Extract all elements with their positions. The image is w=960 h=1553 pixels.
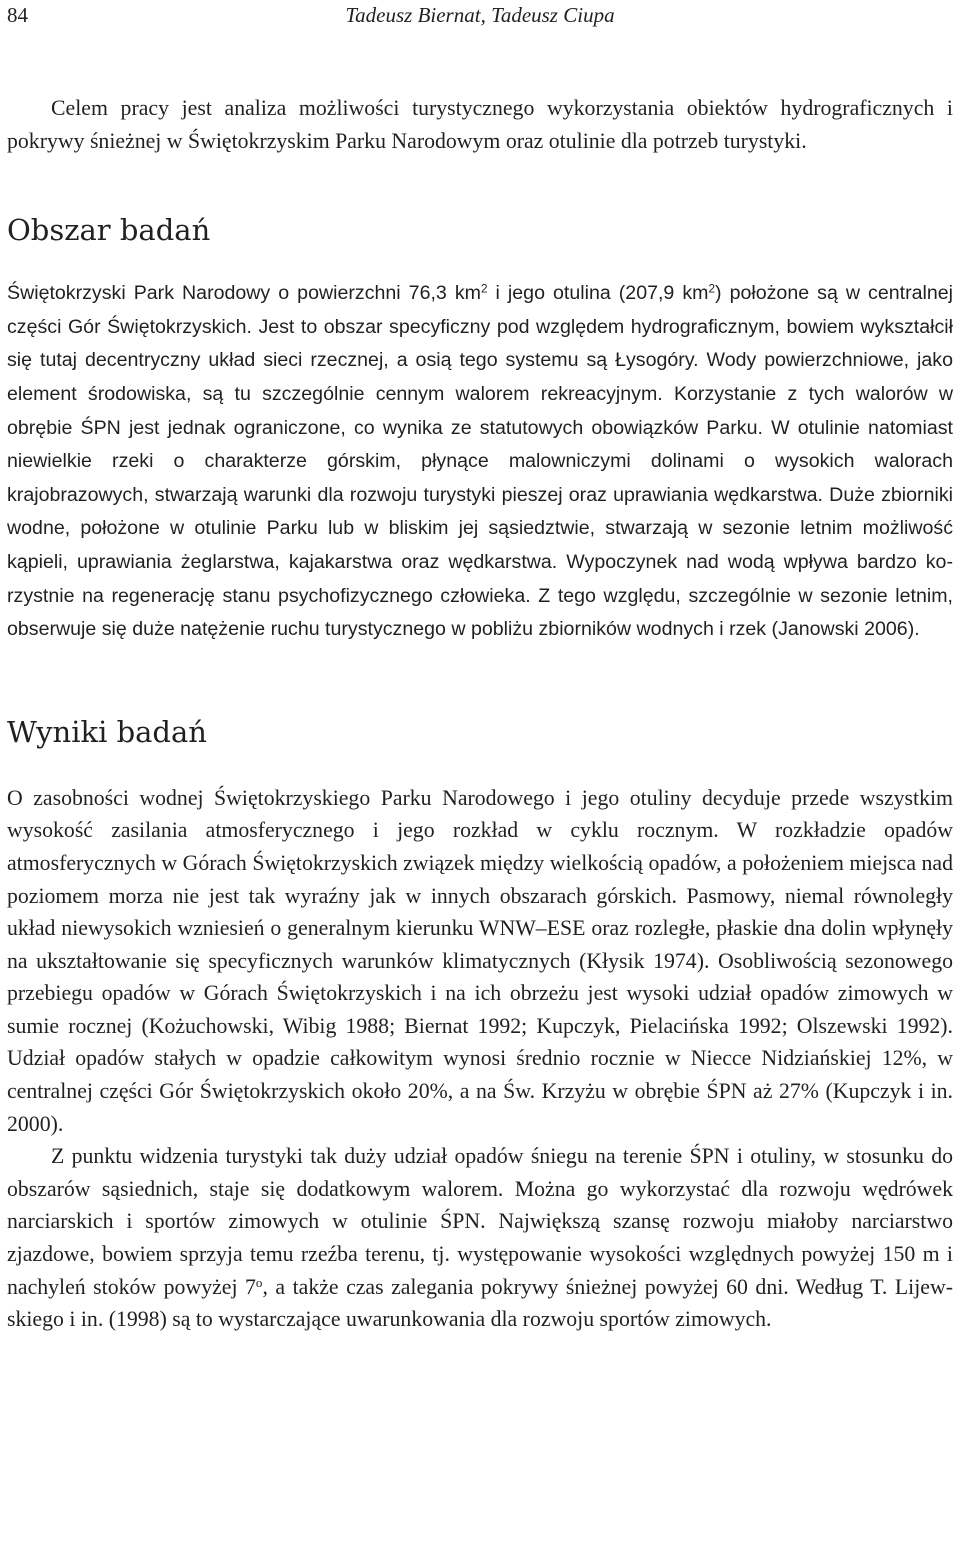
study-area-paragraph <box>7 276 953 646</box>
section-heading-study-area: Obszar badań <box>7 213 211 248</box>
section-heading-results: Wyniki badań <box>7 714 207 749</box>
running-header <box>7 0 953 30</box>
running-head-authors: Tadeusz Biernat, Tadeusz Ciupa <box>345 3 615 27</box>
results-paragraph-1: O zasobności wodnej Świętokrzyskiego Parku Narodowego i jego otuliny decyduje przede wszystkim wysokość zasilania atmosferycznego i jego rozkład w cyklu rocznym. W rozkładzie opadów atmosferycznych w Górach Świętokrzyskich związek między wielkością opadów, a położeniem miejsca nad poziomem morza nie jest tak wyraźny jak w innych obszarach górskich. Pasmowy, niemal równoległy układ niewysokich wzniesień o generalnym kierunku WNW–ESE oraz rozległe, płaskie dna dolin wpłynęły na ukształtowanie się specyficznych warunków klimatycznych (Kłysik 1974). Osobliwością sezonowego przebiegu opadów w Górach Świętokrzyskich i na ich obrzeżu jest wysoki udział opadów zimowych w sumie rocznej (Kożuchowski, Wibig 1988; Biernat 1992; Kupczyk, Pielacińska 1992; Olszewski 1992). Udział opadów stałych w opadzie całkowitym wynosi średnio rocznie w Niecce Nidziańskiej 12%, w centralnej części Gór Świętokrzyskich około 20%, a na Św. Krzyżu w obrębie ŚPN aż 27% (Kupczyk i in. 2000). <box>7 785 953 1136</box>
study-area-body: Jest to obszar specyficzny pod względem hydrograficznym, bowiem wykształcił się tutaj decentryczny układ sieci rzecznej, a osią tego systemu są Łysogóry. Wody powierzchniowe, jako element środowiska, są tu szczególnie cennym walorem rekreacyjnym. Korzystanie z tych walorów w obrębie ŚPN jest jednak ograniczone, co wynika ze statutowych obowiązków Parku. W otulinie natomiast niewielkie rzeki o charakterze górskim, płynące malowniczymi dolinami o wysokich walorach krajobrazowych, stwarzają warunki dla rozwoju turystyki pieszej oraz uprawiania wędkarstwa. Duże zbiorniki wodne, położone w otulinie Parku lub w bliskim jej sąsiedztwie, stwarzają w sezonie letnim możliwość kąpieli, uprawiania żeglarstwa, kajakarstwa oraz wędkarstwa. Wypoczynek nad wodą wpływa bardzo korzystnie na regenerację stanu psychofizycznego człowieka. Z tego względu, szczególnie w sezonie letnim, obserwuje się duże natężenie ruchu turystycznego w pobliżu zbiorników wodnych i rzek (Janowski 2006). <box>7 315 953 641</box>
study-area-text-a: Świętokrzyski Park Narodowy o powierzchni 76,3 km <box>7 282 481 305</box>
superscript-km2: 2 <box>480 282 488 296</box>
study-area-text-c: ) położone są w centralnej części Gór Świętokrzyskich. <box>7 282 954 338</box>
results-paragraph-2-text-a: Z punktu widzenia turystyki tak duży udział opadów śniegu na terenie ŚPN i otuliny, w stosunku do obszarów sąsiednich, staje się dodatkowym walorem. Można go wykorzystać dla rozwoju wędrówek narciarskich i sportów zimowych w otulinie ŚPN. Największą szansę rozwoju miałoby narciarstwo zjazdowe, bowiem sprzyja temu rzeźba terenu, tj. występowanie wysokości względnych powyżej 150 m i nachyleń stoków powyżej 7 <box>7 1144 953 1299</box>
superscript-km2: 2 <box>708 282 716 296</box>
page-number: 84 <box>7 3 28 27</box>
paper-page <box>7 0 953 1336</box>
results-paragraph-2-text-b: , a także czas zalegania pokrywy śnieżnej powyżej 60 dni. Według T. Lijewskiego i in. (1998) są to wystarczające uwarunkowania dla rozwoju sportów zimowych. <box>7 1274 953 1332</box>
results-paragraph-2 <box>7 1140 953 1336</box>
intro-paragraph: Celem pracy jest analiza możliwości turystycznego wykorzystania obiektów hydrograficznych i pokrywy śnieżnej w Świętokrzyskim Parku Narodowym oraz otulinie dla potrzeb turystyki. <box>7 96 953 153</box>
superscript-degree: o <box>255 1274 263 1290</box>
study-area-text-b: i jego otulina (207,9 km <box>487 282 709 305</box>
